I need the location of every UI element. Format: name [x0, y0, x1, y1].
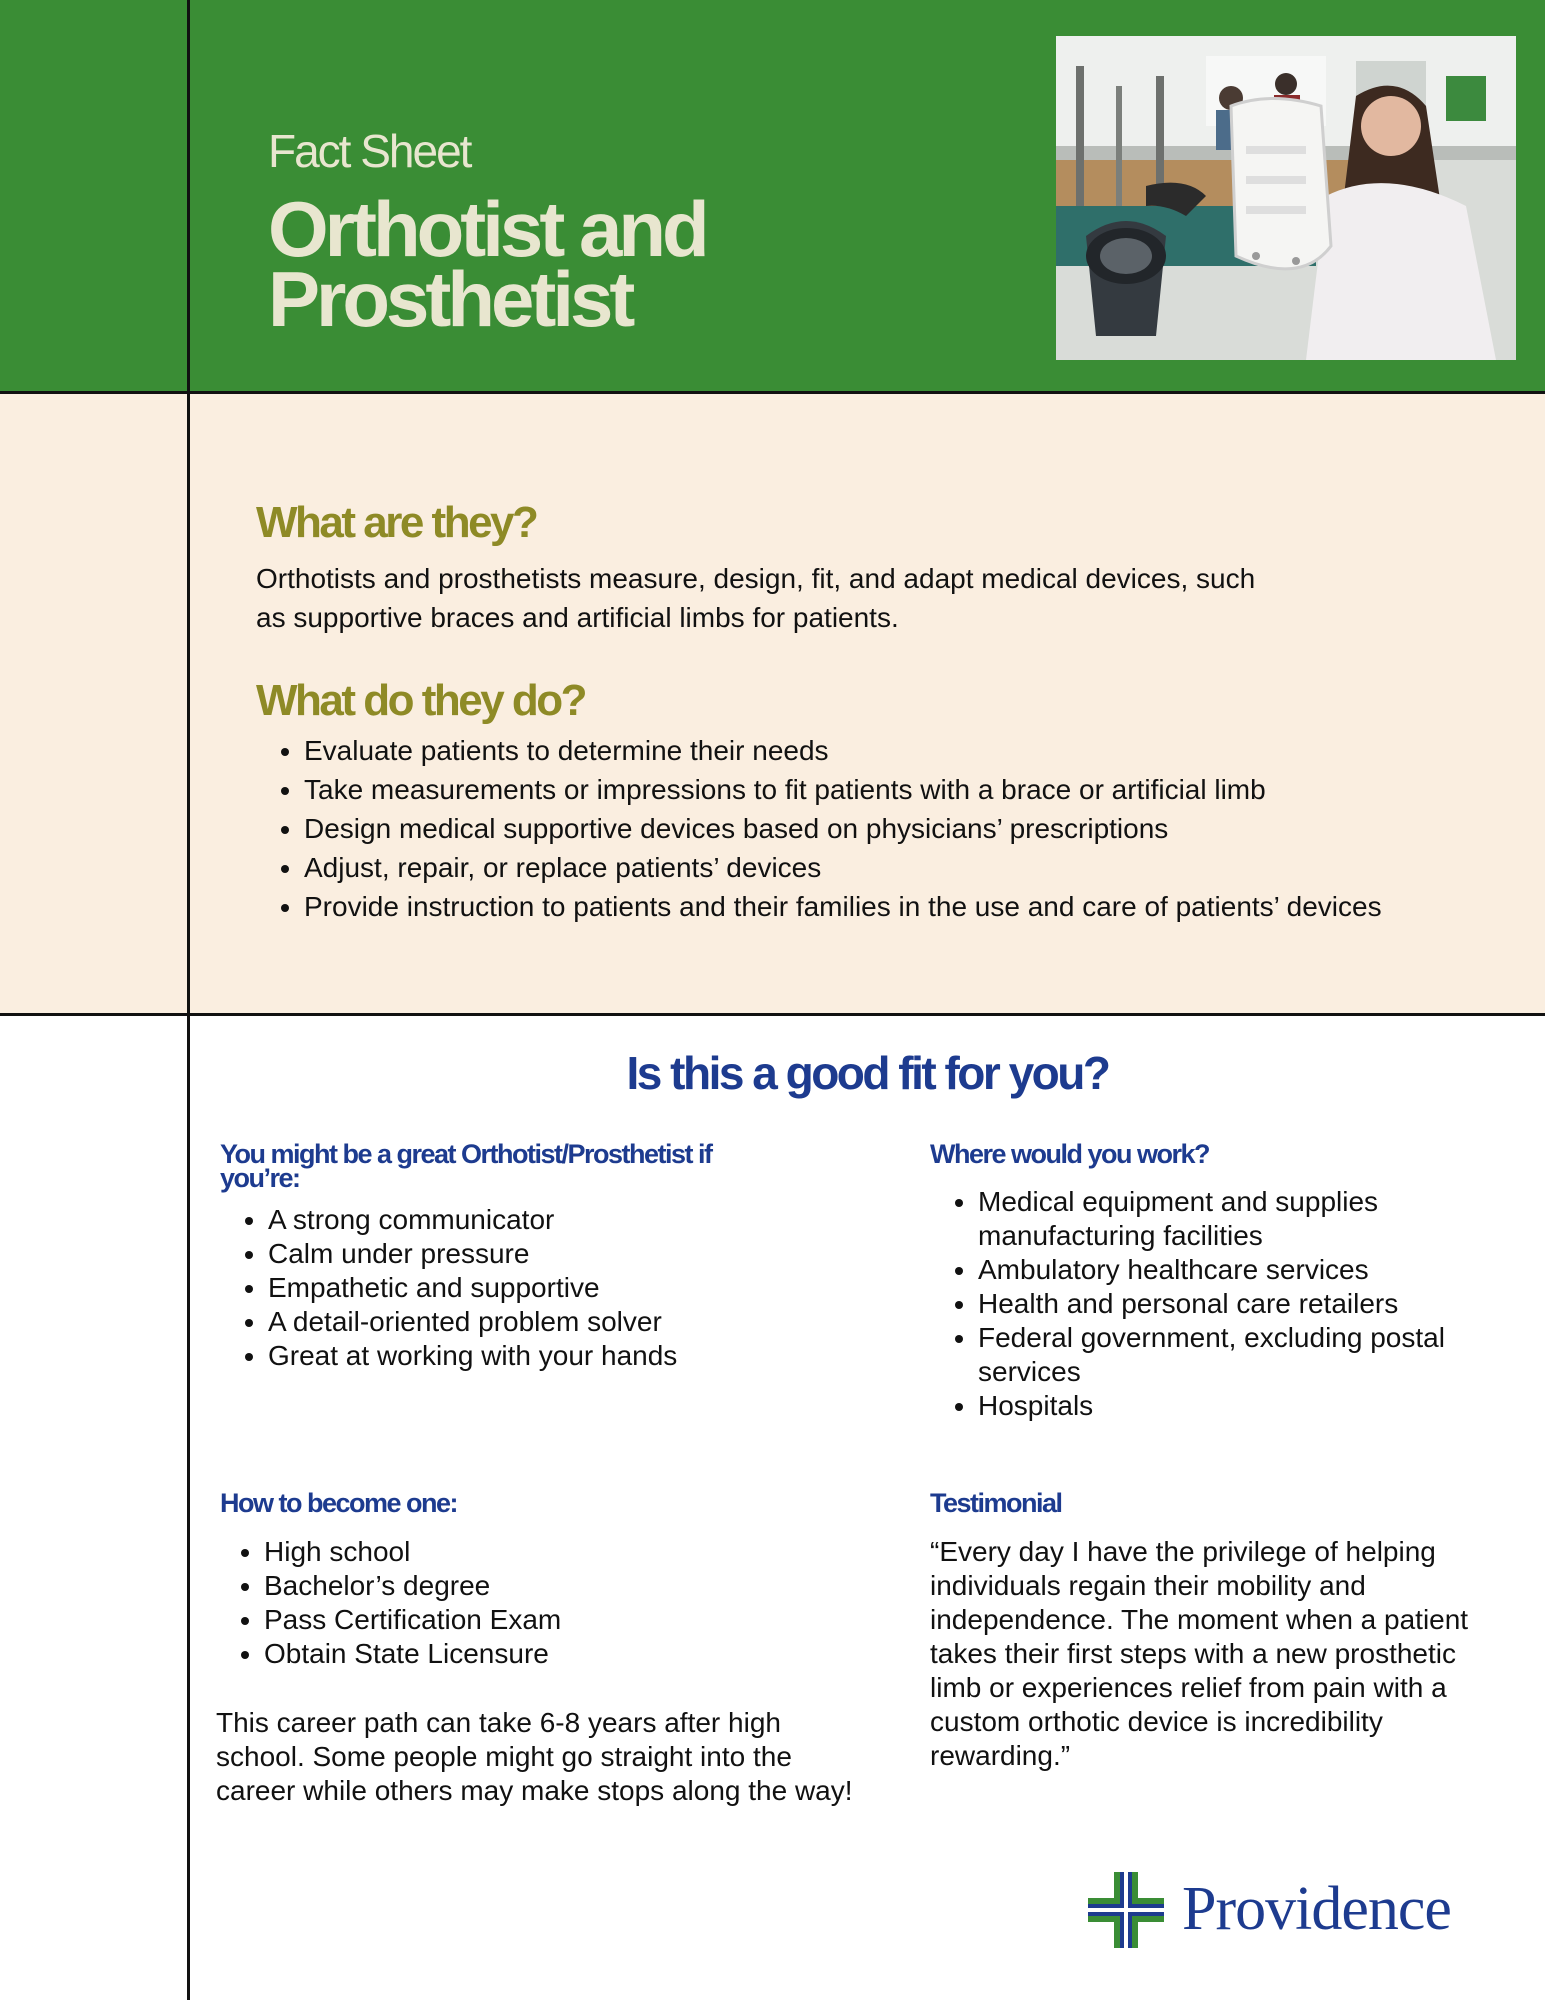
providence-logo — [1086, 1870, 1486, 1950]
become-list — [216, 1535, 864, 1671]
divider-top — [0, 391, 1545, 394]
page-title: Orthotist and Prosthetist — [268, 185, 706, 343]
list-item: • Design medical supportive devices based on physicians’ prescriptions — [304, 809, 1404, 848]
providence-cross-icon — [1086, 1870, 1166, 1950]
divider-middle — [0, 1013, 1545, 1016]
list-item: • Take measurements or impressions to fit patients with a brace or artificial limb — [304, 770, 1404, 809]
list-item: • Federal government, excluding postal services — [978, 1321, 1498, 1389]
testimonial-heading: Testimonial — [930, 1488, 1062, 1518]
traits-list — [220, 1203, 868, 1373]
providence-wordmark: Providence — [1182, 1875, 1451, 1943]
list-item: • A strong communicator — [268, 1203, 868, 1237]
list-item: • Evaluate patients to determine their needs — [304, 731, 1404, 770]
what-do-they-do-heading: What do they do? — [256, 676, 586, 725]
become-heading: How to become one: — [220, 1488, 458, 1518]
list-item: • Pass Certification Exam — [264, 1603, 864, 1637]
what-are-they-text: Orthotists and prosthetists measure, design, fit, and adapt medical devices, such as supportive braces and artificial limbs for patients. — [256, 563, 1256, 633]
list-item: • Medical equipment and supplies manufacturing facilities — [978, 1185, 1498, 1253]
duties-list — [256, 731, 1404, 926]
list-item: • High school — [264, 1535, 864, 1569]
good-fit-heading: Is this a good fit for you? — [626, 1047, 1109, 1099]
fact-sheet-label: Fact Sheet — [268, 125, 471, 177]
work-list — [930, 1185, 1498, 1423]
vertical-rule — [187, 0, 190, 2000]
testimonial-text: “Every day I have the privilege of helping individuals regain their mobility and independence. The moment when a patient takes their first steps with a new prosthetic limb or experiences relief from pain with a custom orthotic device is incredibility rewarding.” — [930, 1536, 1469, 1771]
list-item: • Health and personal care retailers — [978, 1287, 1498, 1321]
traits-heading: You might be a great Orthotist/Prosthetist if you’re: — [220, 1139, 712, 1193]
list-item: • Calm under pressure — [268, 1237, 868, 1271]
list-item: • Ambulatory healthcare services — [978, 1253, 1498, 1287]
list-item: • Great at working with your hands — [268, 1339, 868, 1373]
list-item: • Provide instruction to patients and their families in the use and care of patients’ devices — [304, 887, 1404, 926]
list-item: • Adjust, repair, or replace patients’ devices — [304, 848, 1404, 887]
career-note: This career path can take 6-8 years after high school. Some people might go straight into the career while others may make stops along the way! — [216, 1707, 853, 1806]
list-item: • Obtain State Licensure — [264, 1637, 864, 1671]
what-are-they-heading: What are they? — [256, 498, 537, 547]
work-heading: Where would you work? — [930, 1139, 1210, 1169]
list-item: • Hospitals — [978, 1389, 1498, 1423]
workshop-photo — [1056, 36, 1516, 360]
list-item: • A detail-oriented problem solver — [268, 1305, 868, 1339]
list-item: • Empathetic and supportive — [268, 1271, 868, 1305]
list-item: • Bachelor’s degree — [264, 1569, 864, 1603]
